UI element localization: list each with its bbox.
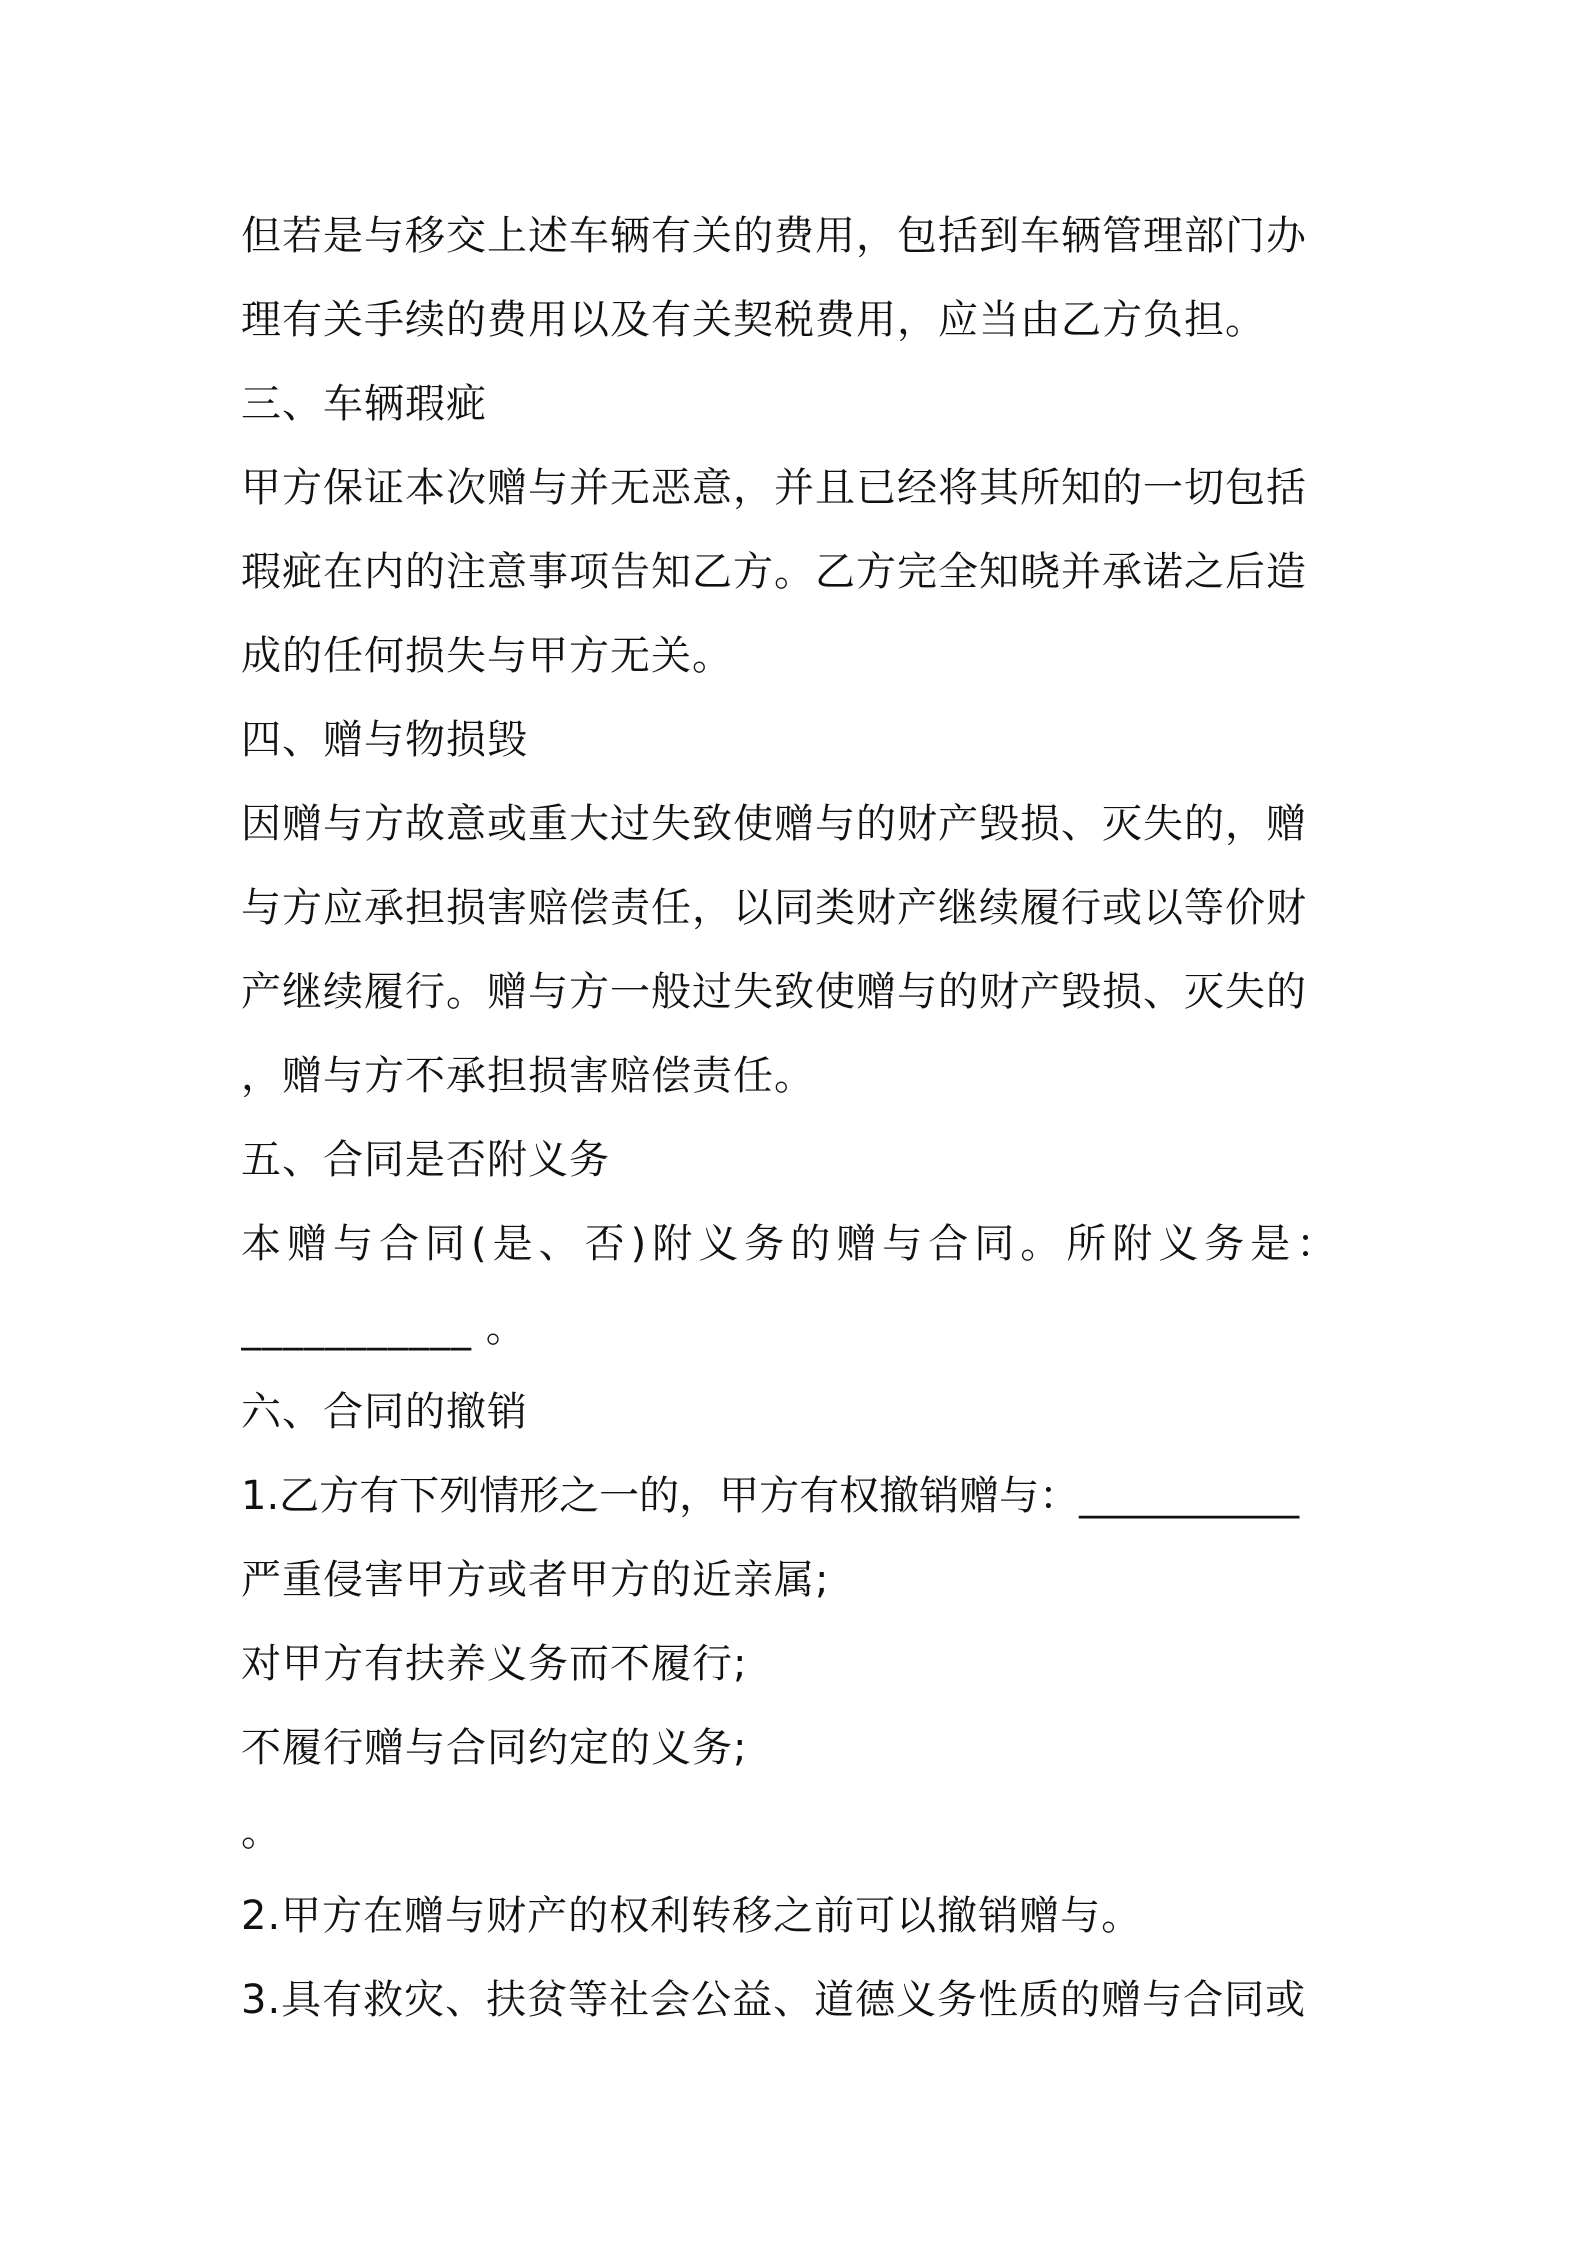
section-heading: 三、车辆瑕疵 — [241, 381, 487, 427]
section-heading: 五、合同是否附义务 — [241, 1137, 610, 1183]
list-item: 对甲方有扶养义务而不履行; — [241, 1641, 748, 1687]
paragraph-line: 成的任何损失与甲方无关。 — [241, 633, 733, 679]
list-item: 2.甲方在赠与财产的权利转移之前可以撤销赠与。 — [241, 1893, 1143, 1939]
paragraph-line: 与方应承担损害赔偿责任，以同类财产继续履行或以等价财 — [241, 885, 1307, 931]
paragraph-line: 理有关手续的费用以及有关契税费用，应当由乙方负担。 — [241, 297, 1266, 343]
list-item: 不履行赠与合同约定的义务; — [241, 1725, 748, 1771]
section-heading: 四、赠与物损毁 — [241, 717, 528, 763]
list-item: 3.具有救灾、扶贫等社会公益、道德义务性质的赠与合同或 — [241, 1977, 1307, 2023]
list-item: 1.乙方有下列情形之一的，甲方有权撤销赠与：___________ — [241, 1473, 1300, 1519]
paragraph-line: 本赠与合同(是、否)附义务的赠与合同。所附义务是： — [241, 1221, 1343, 1267]
paragraph-line: 瑕疵在内的注意事项告知乙方。乙方完全知晓并承诺之后造 — [241, 549, 1307, 595]
paragraph-line: 产继续履行。赠与方一般过失致使赠与的财产毁损、灭失的 — [241, 969, 1307, 1015]
paragraph-line: 但若是与移交上述车辆有关的费用，包括到车辆管理部门办 — [241, 213, 1307, 259]
paragraph-line: 因赠与方故意或重大过失致使赠与的财产毁损、灭失的，赠 — [241, 801, 1307, 847]
list-item: 严重侵害甲方或者甲方的近亲属; — [241, 1557, 830, 1603]
list-item: 。 — [241, 1809, 282, 1855]
paragraph-line: 甲方保证本次赠与并无恶意，并且已经将其所知的一切包括 — [241, 465, 1307, 511]
document-body — [241, 194, 1361, 2042]
blank-fill-line: ___________ 。 — [241, 1305, 527, 1351]
section-heading: 六、合同的撤销 — [241, 1389, 528, 1435]
paragraph-line: ，赠与方不承担损害赔偿责任。 — [241, 1053, 815, 1099]
